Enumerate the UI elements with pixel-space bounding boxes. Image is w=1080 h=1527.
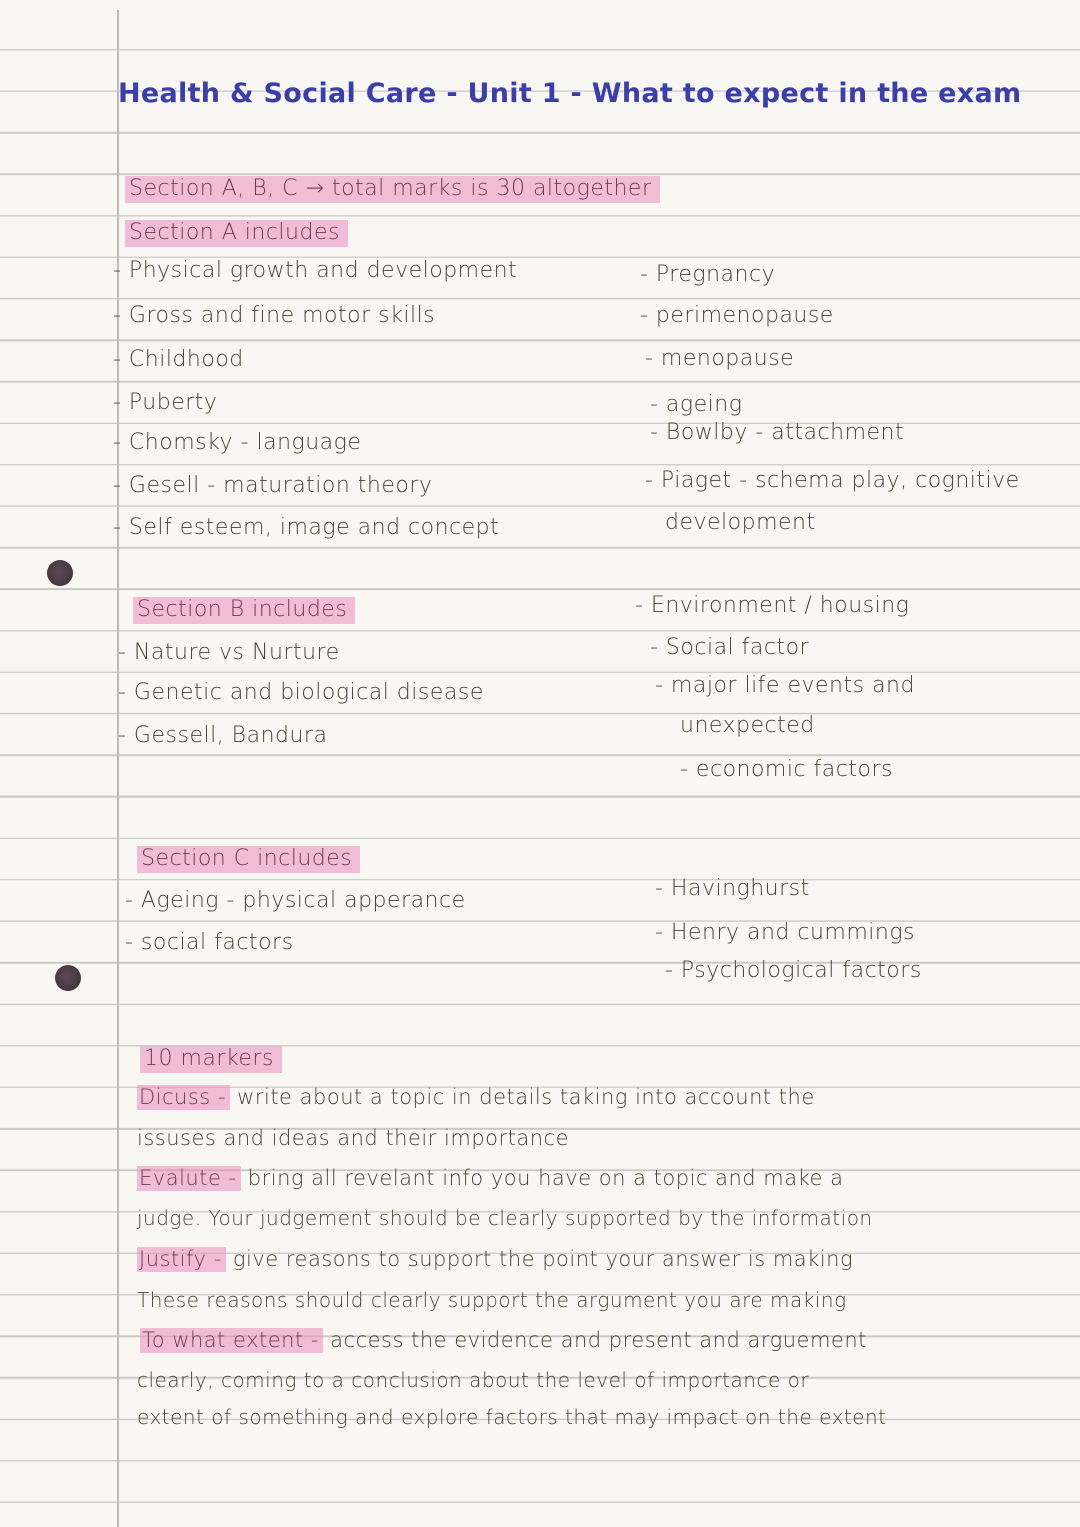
section-c-right-item: - Henry and cummings xyxy=(655,920,916,945)
definition-to-what-extent-cont: extent of something and explore factors that may impact on the extent xyxy=(137,1405,887,1429)
section-c-left-item: - social factors xyxy=(125,930,294,955)
section-c-right-item: - Havinghurst xyxy=(655,876,810,901)
punch-hole-icon xyxy=(55,965,81,991)
section-c-heading xyxy=(137,846,360,871)
section-a-left-item: - Self esteem, image and concept xyxy=(113,515,500,540)
section-a-right-item: - ageing xyxy=(650,392,743,417)
section-c-left-item: - Ageing - physical apperance xyxy=(125,888,466,913)
definition-text: bring all revelant info you have on a topic and make a xyxy=(240,1166,844,1190)
definition-evaluate xyxy=(137,1166,844,1190)
punch-hole-icon xyxy=(47,560,73,586)
section-a-right-item: - Piaget - schema play, cognitive xyxy=(645,468,1020,493)
section-a-right-item: - Pregnancy xyxy=(640,262,776,287)
section-b-left-item: - Nature vs Nurture xyxy=(118,640,340,665)
definition-justify-cont: These reasons should clearly support the argument you are making xyxy=(137,1288,847,1312)
section-b-heading xyxy=(133,597,355,622)
section-b-right-item: - major life events and xyxy=(655,673,915,698)
page-title: Health & Social Care - Unit 1 - What to expect in the exam xyxy=(118,78,1022,109)
definition-to-what-extent-cont: clearly, coming to a conclusion about the level of importance or xyxy=(137,1368,810,1392)
section-a-heading xyxy=(125,220,348,245)
definition-text: write about a topic in details taking into account the xyxy=(230,1085,815,1109)
margin-line xyxy=(117,10,119,1527)
section-a-left-item: - Physical growth and development xyxy=(113,258,518,283)
intro-line xyxy=(125,176,660,201)
definition-justify xyxy=(137,1247,853,1271)
section-c-heading-text: Section C includes xyxy=(137,846,360,873)
markers-heading-text: 10 markers xyxy=(140,1046,282,1073)
markers-heading xyxy=(140,1046,282,1071)
section-a-left-item: - Gesell - maturation theory xyxy=(113,473,433,498)
definition-text: access the evidence and present and arguement xyxy=(322,1328,867,1352)
section-a-left-item: - Gross and fine motor skills xyxy=(113,303,436,328)
section-b-left-item: - Genetic and biological disease xyxy=(118,680,484,705)
section-b-left-item: - Gessell, Bandura xyxy=(118,723,328,748)
definition-discuss-cont: issuses and ideas and their importance xyxy=(137,1126,570,1150)
section-a-right-item: - Bowlby - attachment xyxy=(650,420,905,445)
definition-evaluate-cont: judge. Your judgement should be clearly supported by the information xyxy=(137,1206,873,1230)
section-b-right-item: unexpected xyxy=(680,713,815,738)
section-c-right-item: - Psychological factors xyxy=(665,958,922,983)
section-b-right-item: - Social factor xyxy=(650,635,810,660)
section-b-heading-text: Section B includes xyxy=(133,597,355,624)
section-b-right-item: - economic factors xyxy=(680,757,893,782)
definition-term: Evalute - xyxy=(137,1166,241,1191)
section-a-left-item: - Childhood xyxy=(113,347,244,372)
intro-highlight: Section A, B, C → total marks is 30 altogether xyxy=(125,176,660,203)
section-a-left-item: - Chomsky - language xyxy=(113,430,362,455)
definition-discuss xyxy=(137,1085,815,1109)
definition-to-what-extent xyxy=(140,1328,867,1352)
section-a-left-item: - Puberty xyxy=(113,390,218,415)
section-a-heading-text: Section A includes xyxy=(125,220,348,247)
section-a-right-item: development xyxy=(665,510,816,535)
definition-term: Dicuss - xyxy=(137,1085,230,1110)
section-a-right-item: - perimenopause xyxy=(640,303,834,328)
definition-term: To what extent - xyxy=(140,1328,323,1353)
section-a-right-item: - menopause xyxy=(645,346,795,371)
section-b-right-item: - Environment / housing xyxy=(635,593,910,618)
definition-text: give reasons to support the point your answer is making xyxy=(225,1247,854,1271)
definition-term: Justify - xyxy=(137,1247,226,1272)
